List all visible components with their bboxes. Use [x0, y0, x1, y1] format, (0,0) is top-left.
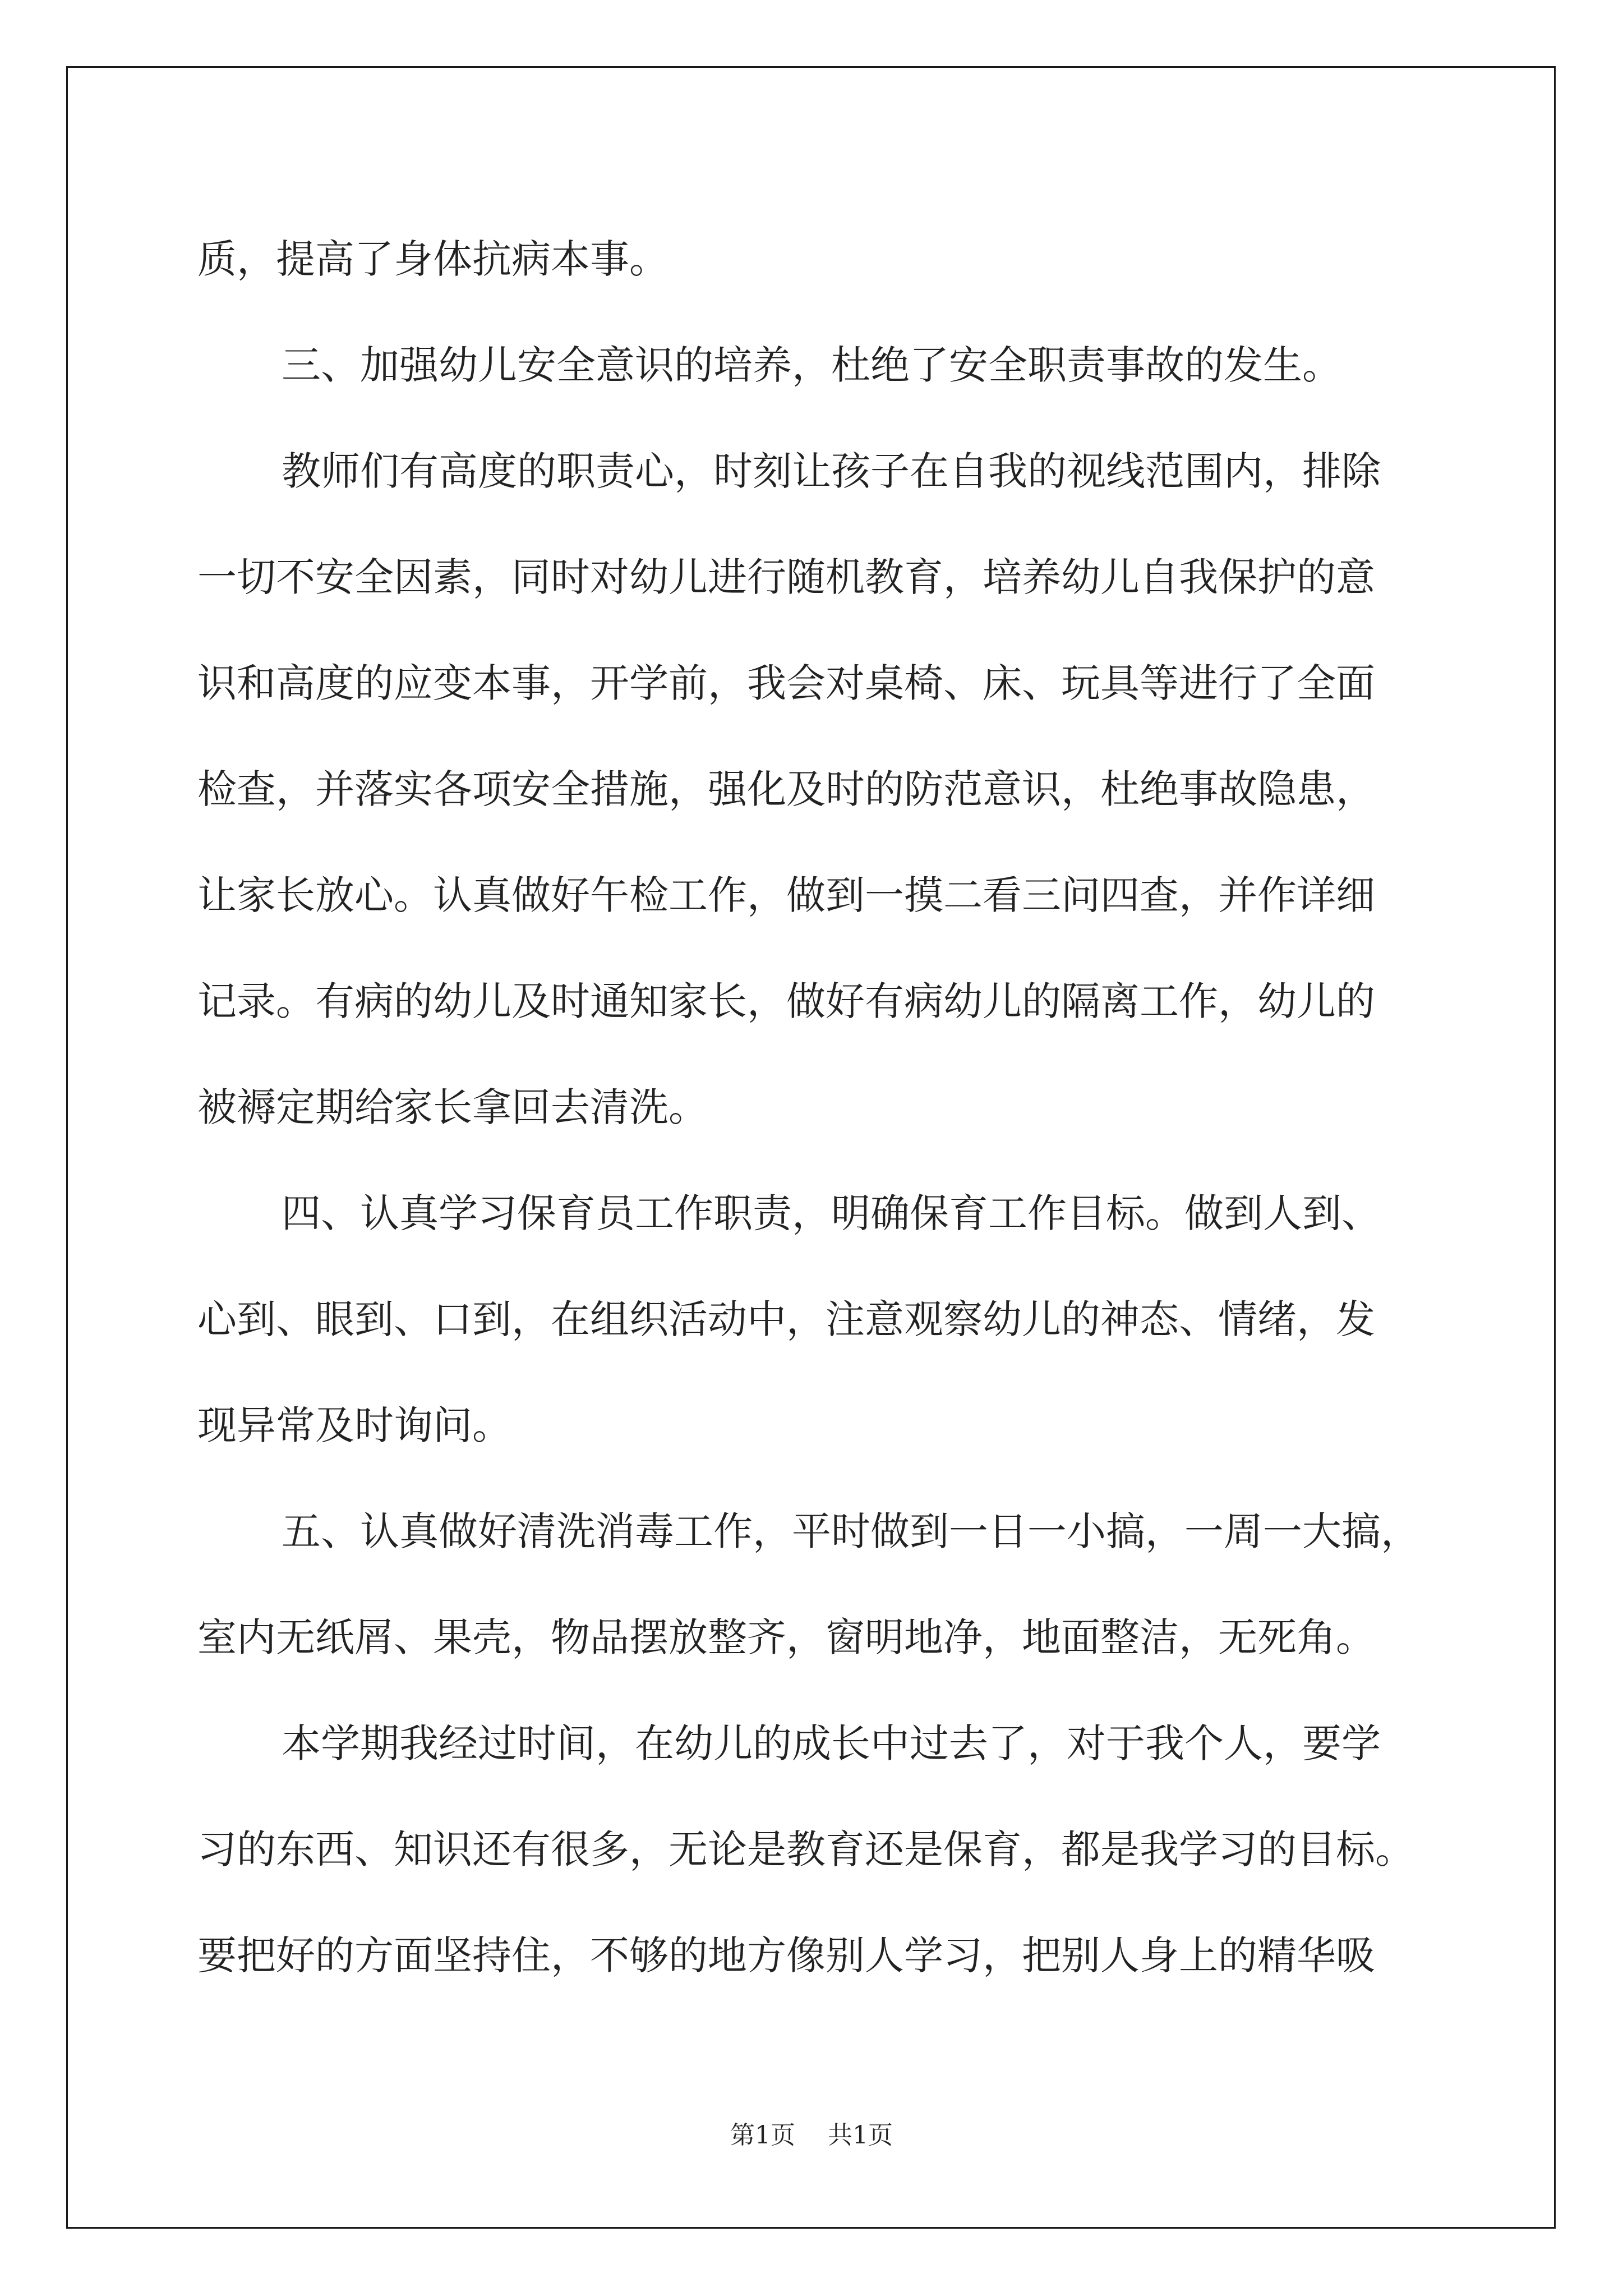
text-line: 被褥定期给家长拿回去清洗。	[197, 1084, 708, 1130]
text-line: 五、认真做好清洗消毒工作，平时做到一日一小搞，一周一大搞，	[282, 1508, 1420, 1554]
text-line: 教师们有高度的职责心，时刻让孩子在自我的视线范围内，排除	[282, 448, 1381, 494]
text-line: 检查，并落实各项安全措施，强化及时的防范意识，杜绝事故隐患，	[197, 766, 1375, 812]
page-footer	[0, 2115, 1623, 2151]
text-line: 室内无纸屑、果壳，物品摆放整齐，窗明地净，地面整洁，无死角。	[197, 1614, 1375, 1660]
text-line: 现异常及时询问。	[197, 1402, 511, 1448]
text-line: 识和高度的应变本事，开学前，我会对桌椅、床、玩具等进行了全面	[197, 660, 1375, 706]
document-body	[197, 206, 1431, 2009]
text-line: 习的东西、知识还有很多，无论是教育还是保育，都是我学习的目标。	[197, 1826, 1414, 1872]
text-line: 四、认真学习保育员工作职责，明确保育工作目标。做到人到、	[282, 1190, 1381, 1236]
text-line: 一切不安全因素，同时对幼儿进行随机教育，培养幼儿自我保护的意	[197, 554, 1375, 600]
text-line: 质，提高了身体抗病本事。	[197, 236, 668, 282]
text-line: 让家长放心。认真做好午检工作，做到一摸二看三问四查，并作详细	[197, 872, 1375, 918]
text-line: 三、加强幼儿安全意识的培养，杜绝了安全职责事故的发生。	[282, 342, 1341, 388]
text-line: 要把好的方面坚持住，不够的地方像别人学习，把别人身上的精华吸	[197, 1932, 1375, 1978]
page-number: 第1页	[730, 2121, 795, 2150]
text-line: 记录。有病的幼儿及时通知家长，做好有病幼儿的隔离工作，幼儿的	[197, 978, 1375, 1024]
page-total: 共1页	[828, 2121, 893, 2150]
text-line: 本学期我经过时间，在幼儿的成长中过去了，对于我个人，要学	[282, 1720, 1381, 1766]
text-line: 心到、眼到、口到，在组织活动中，注意观察幼儿的神态、情绪，发	[197, 1296, 1375, 1342]
